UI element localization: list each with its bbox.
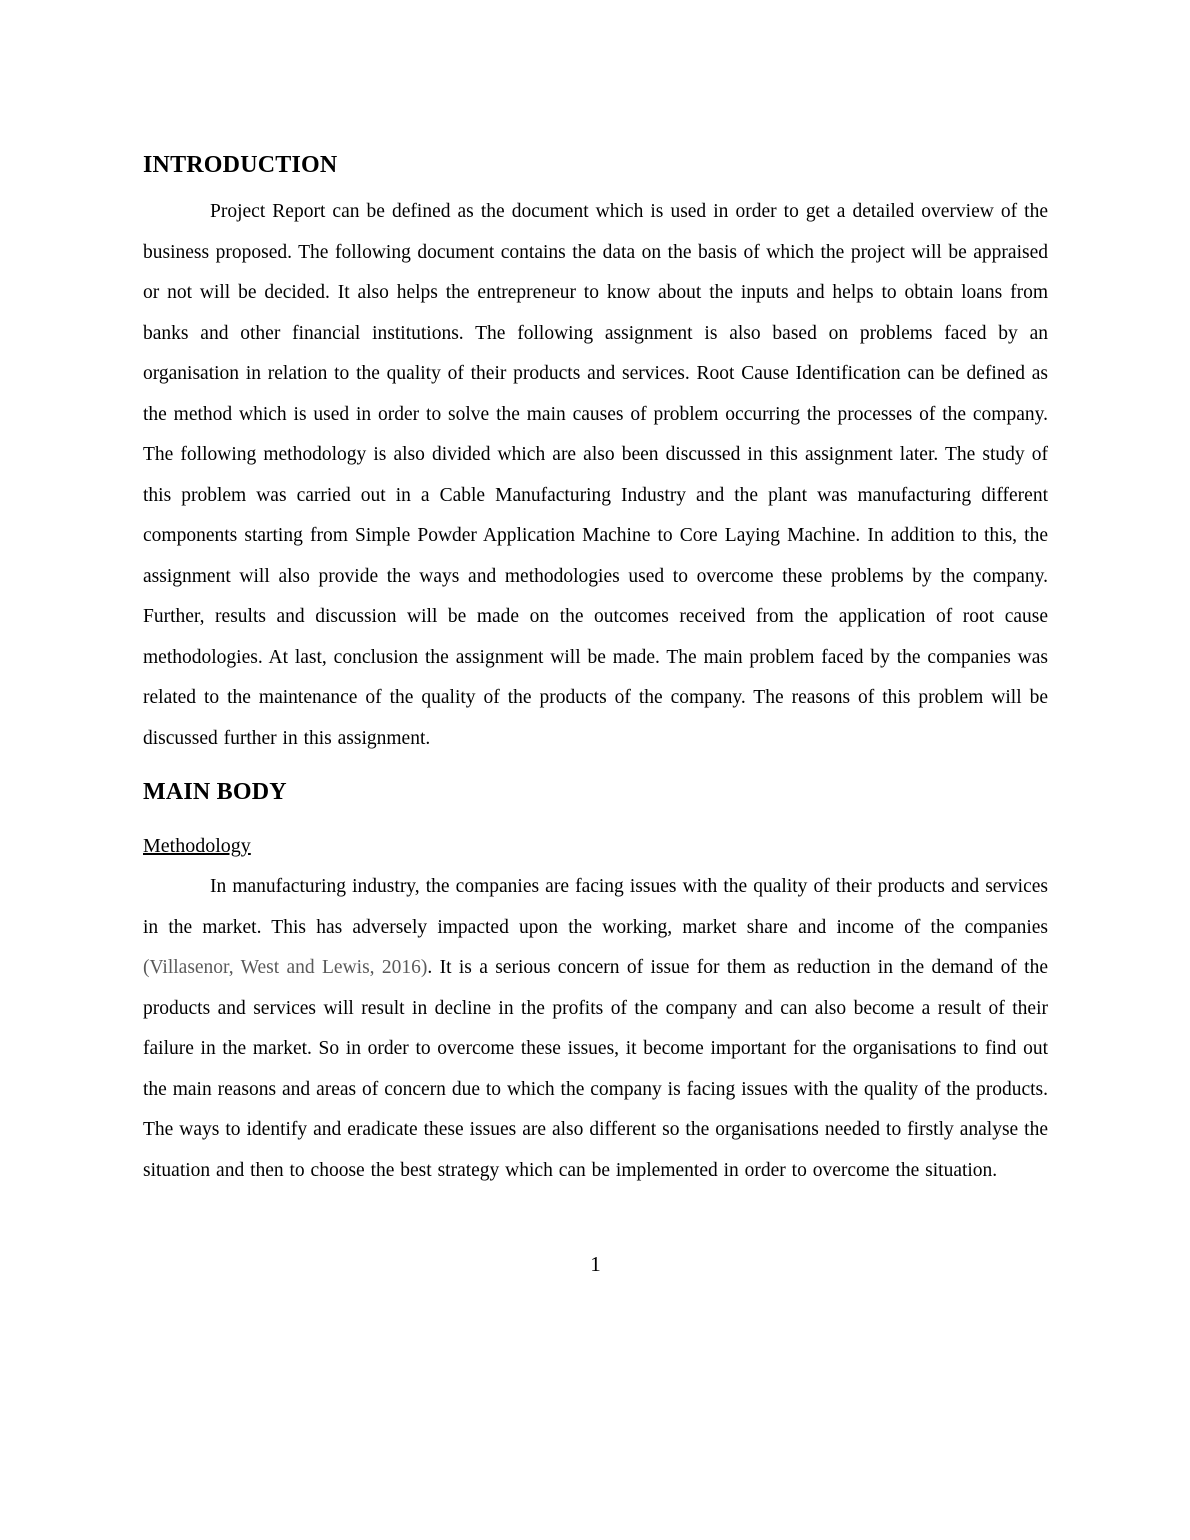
introduction-paragraph: Project Report can be defined as the document which is used in order to get a detailed overview of the business proposed. The following document contains the data on the basis of which the project will be appraised or not will be decided. It also helps the entrepreneur to know about the inputs and helps to obtain loans from banks and other financial institutions. The following assignment is also based on problems faced by an organisation in relation to the quality of their products and services. Root Cause Identification can be defined as the method which is used in order to solve the main causes of problem occurring the processes of the company. The following methodology is also divided which are also been discussed in this assignment later. The study of this problem was carried out in a Cable Manufacturing Industry and the plant was manufacturing different components starting from Simple Powder Application Machine to Core Laying Machine. In addition to this, the assignment will also provide the ways and methodologies used to overcome these problems by the company. Further, results and discussion will be made on the outcomes received from the application of root cause methodologies. At last, conclusion the assignment will be made. The main problem faced by the companies was related to the maintenance of the quality of the products of the company. The reasons of this problem will be discussed further in this assignment. (143, 201, 1048, 749)
main-body-heading: MAIN BODY (143, 779, 287, 805)
citation-reference: (Villasenor, West and Lewis, 2016) (143, 957, 428, 978)
methodology-paragraph-post-citation: . It is a serious concern of issue for them as reduction in the demand of the products and services will result in decline in the profits of the company and can also become a result of their failure in the market. So in order to overcome these issues, it become important for the organisations to find out the main reasons and areas of concern due to which the company is facing issues with the quality of the products. The ways to identify and eradicate these issues are also different so the organisations needed to firstly analyse the situation and then to choose the best strategy which can be implemented in order to overcome the situation. (143, 957, 1048, 1181)
methodology-paragraph (143, 867, 1048, 1191)
methodology-paragraph-pre-citation: In manufacturing industry, the companies are facing issues with the quality of their products and services in the market. This has adversely impacted upon the working, market share and income of the companies (143, 876, 1048, 938)
introduction-heading: INTRODUCTION (143, 152, 338, 178)
page-number: 1 (590, 1252, 601, 1276)
methodology-subheading: Methodology (143, 835, 251, 857)
